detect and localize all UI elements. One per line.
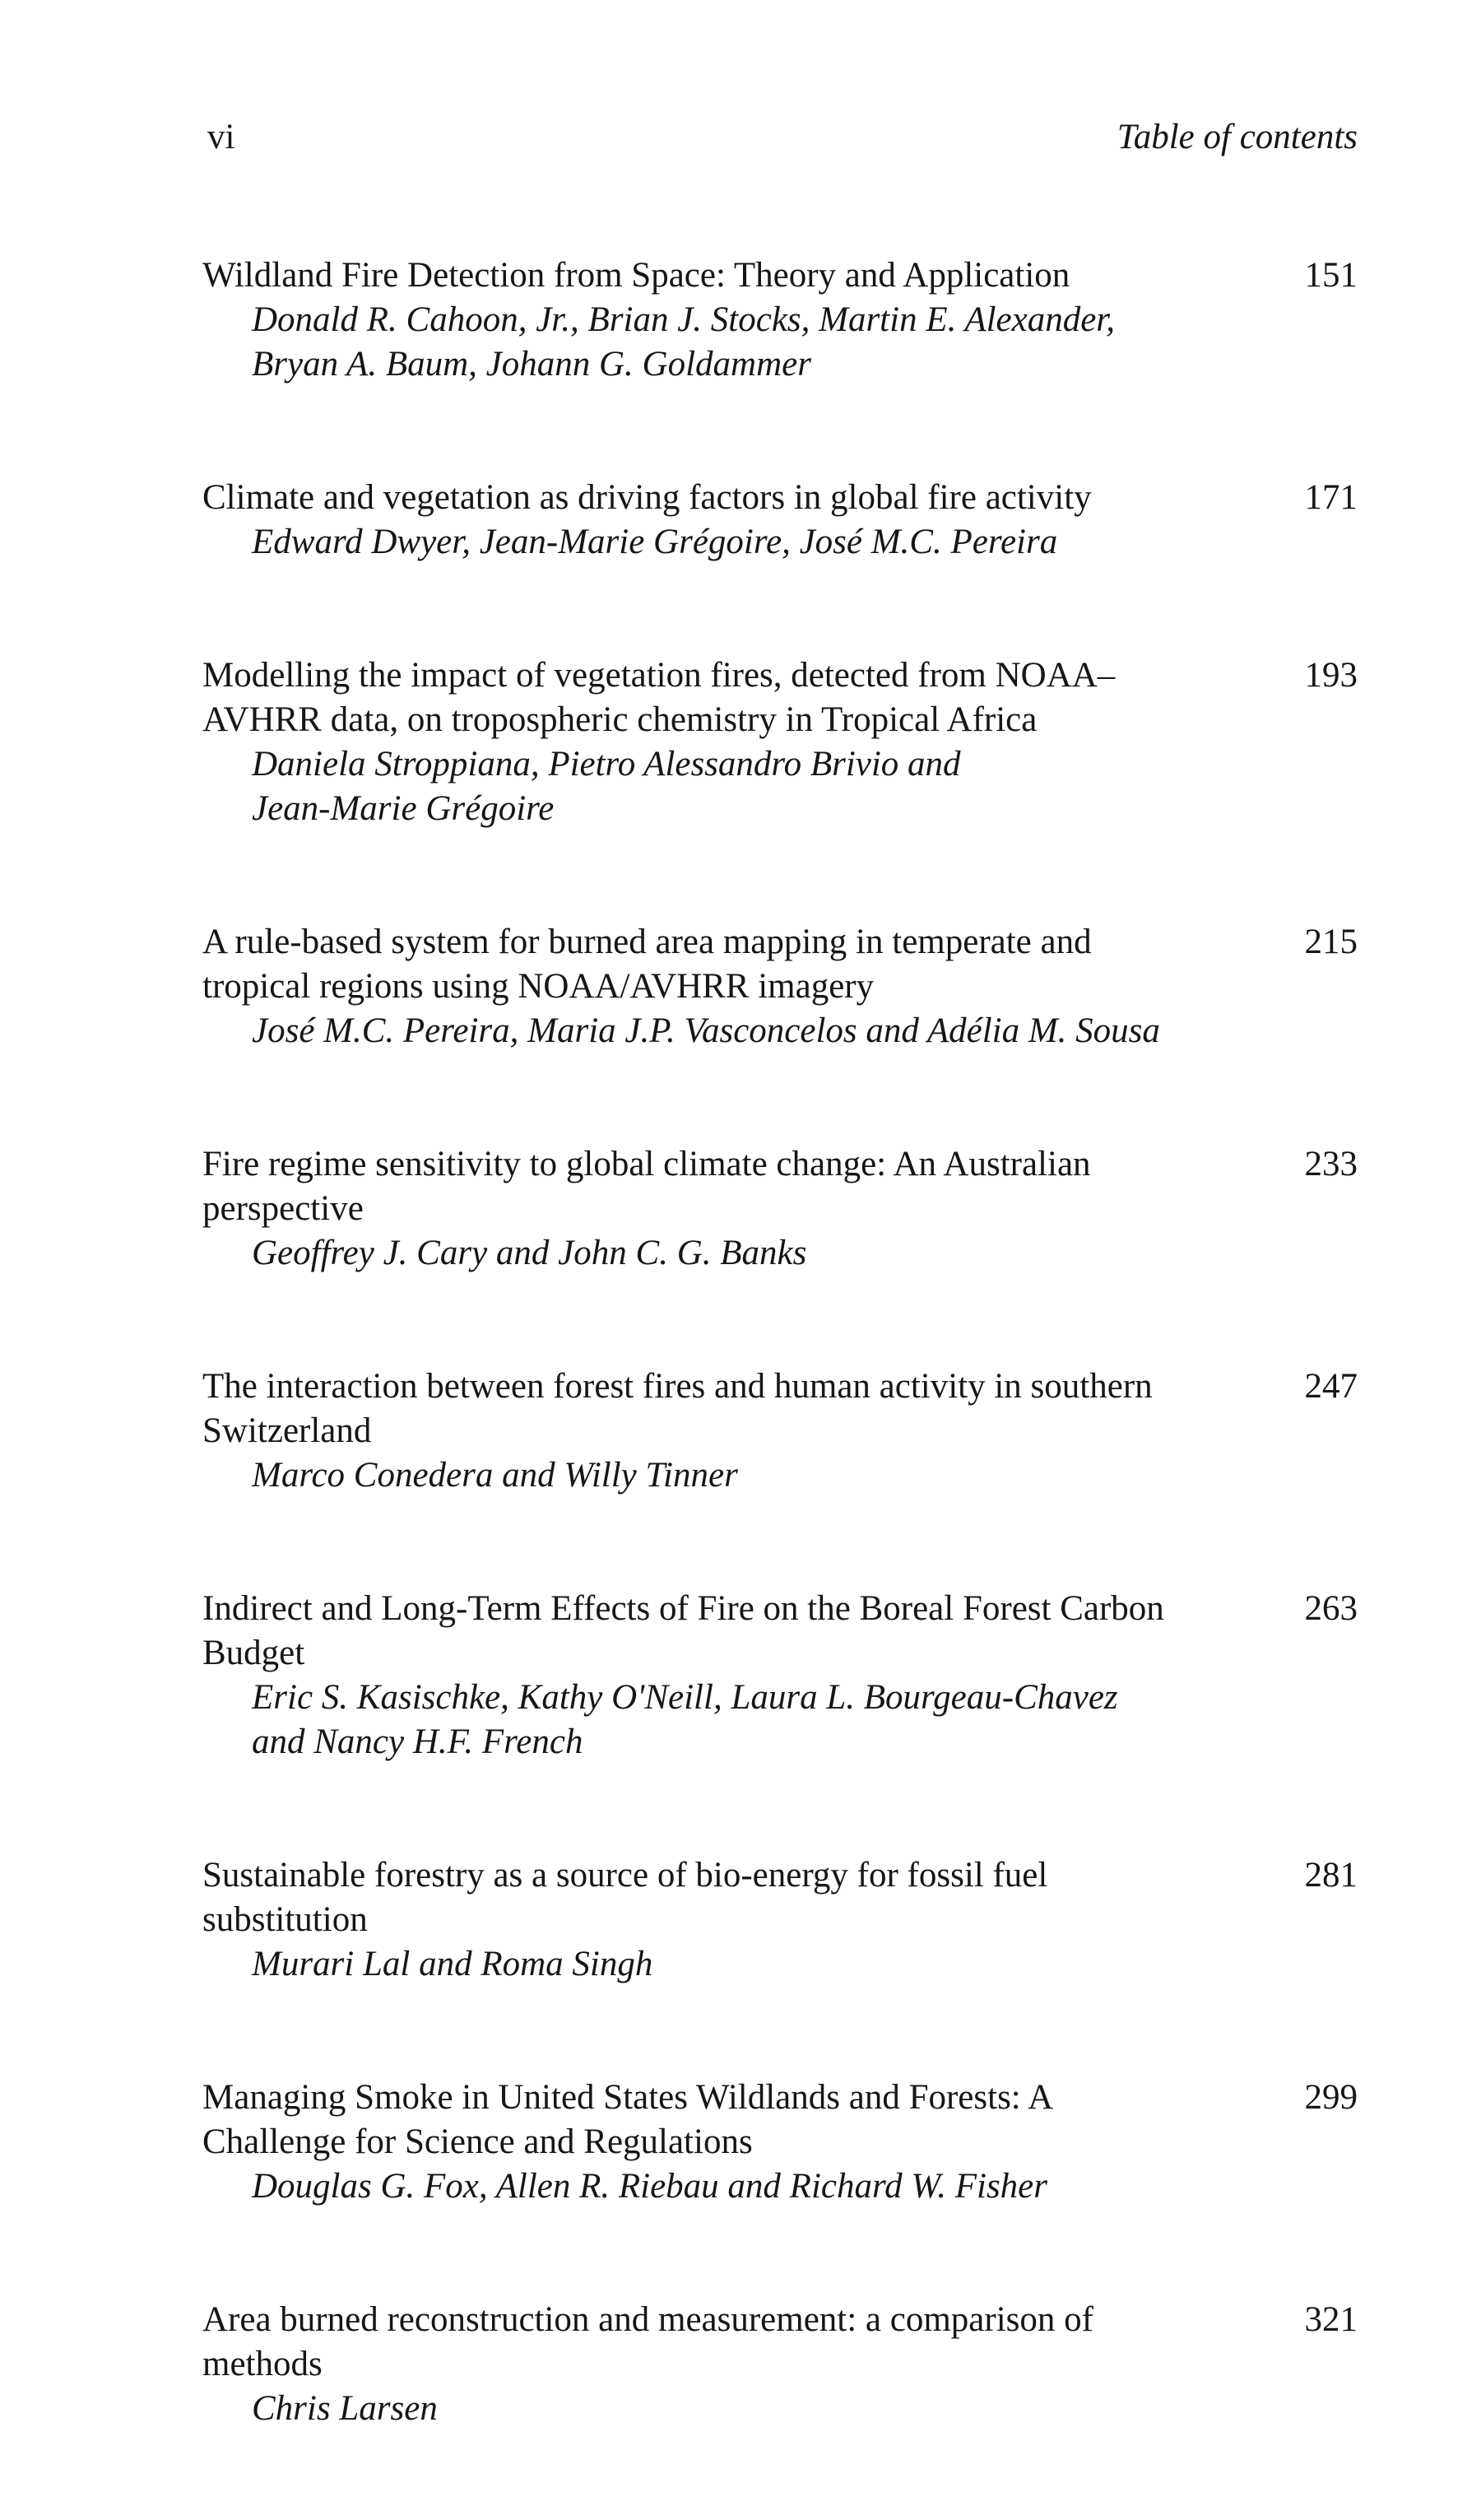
entry-authors	[202, 1231, 1358, 1276]
toc-entry[interactable]	[202, 2076, 1358, 2209]
entry-page-number: 299	[1304, 2078, 1358, 2117]
toc-entry[interactable]	[202, 476, 1358, 565]
toc-entry[interactable]	[202, 1853, 1358, 1987]
entry-page-number: 247	[1304, 1367, 1358, 1406]
entry-authors	[202, 1009, 1358, 1053]
toc-entry[interactable]	[202, 2298, 1358, 2431]
entry-title-line: The interaction between forest fires and human activity in southern	[202, 1367, 1153, 1406]
entry-authors	[202, 742, 1358, 831]
table-of-contents	[202, 253, 1358, 2520]
entry-title	[202, 2298, 1247, 2387]
toc-entry[interactable]	[202, 1587, 1358, 1764]
toc-entry[interactable]	[202, 920, 1358, 1053]
entry-title-line: Modelling the impact of vegetation fires, detected from NOAA–	[202, 656, 1116, 695]
entry-title	[202, 476, 1247, 520]
entry-author-line: Bryan A. Baum, Johann G. Goldammer	[252, 345, 811, 384]
entry-page-number: 171	[1304, 478, 1358, 517]
entry-author-line: Donald R. Cahoon, Jr., Brian J. Stocks, Martin E. Alexander,	[252, 300, 1116, 339]
entry-page-number: 215	[1304, 923, 1358, 961]
entry-page-number: 263	[1304, 1589, 1358, 1628]
entry-author-line: and Nancy H.F. French	[252, 1723, 583, 1761]
toc-entry[interactable]	[202, 1142, 1358, 1276]
entry-title-line: perspective	[202, 1189, 364, 1228]
entry-authors	[202, 520, 1358, 565]
entry-author-line: Chris Larsen	[252, 2389, 438, 2428]
entry-title-line: Area burned reconstruction and measurement: a comparison of	[202, 2300, 1093, 2339]
entry-title-line: Fire regime sensitivity to global climate change: An Australian	[202, 1145, 1091, 1183]
entry-title-line: Challenge for Science and Regulations	[202, 2122, 753, 2161]
entry-title	[202, 920, 1247, 1009]
entry-author-line: Edward Dwyer, Jean-Marie Grégoire, José M.C. Pereira	[252, 523, 1058, 561]
entry-title	[202, 1142, 1247, 1231]
entry-title-line: methods	[202, 2345, 323, 2383]
entry-author-line: Daniela Stroppiana, Pietro Alessandro Brivio and	[252, 745, 961, 783]
entry-title-line: Wildland Fire Detection from Space: Theory and Application	[202, 256, 1070, 295]
entry-authors	[202, 2164, 1358, 2209]
entry-title-line: A rule-based system for burned area mapping in temperate and	[202, 923, 1092, 961]
entry-title-line: tropical regions using NOAA/AVHRR imagery	[202, 967, 875, 1006]
entry-title-line: Switzerland	[202, 1411, 372, 1450]
running-head	[207, 117, 1358, 166]
entry-author-line: Geoffrey J. Cary and John C. G. Banks	[252, 1234, 807, 1272]
entry-authors	[202, 1676, 1358, 1764]
entry-author-line: Jean-Marie Grégoire	[252, 789, 555, 828]
entry-authors	[202, 2387, 1358, 2431]
entry-author-line: Murari Lal and Roma Singh	[252, 1945, 653, 1983]
entry-title-line: AVHRR data, on tropospheric chemistry in Tropical Africa	[202, 700, 1038, 739]
entry-title-line: Managing Smoke in United States Wildlands and Forests: A	[202, 2078, 1054, 2117]
toc-entry[interactable]	[202, 653, 1358, 831]
entry-title-line: Budget	[202, 1634, 305, 1672]
entry-title	[202, 253, 1247, 298]
page-number: vi	[207, 118, 235, 156]
entry-title-line: Sustainable forestry as a source of bio-energy for fossil fuel	[202, 1856, 1048, 1895]
entry-page-number: 193	[1304, 656, 1358, 695]
entry-author-line: Douglas G. Fox, Allen R. Riebau and Richard W. Fisher	[252, 2167, 1047, 2206]
entry-page-number: 281	[1304, 1856, 1358, 1895]
entry-authors	[202, 1942, 1358, 1987]
entry-authors	[202, 1453, 1358, 1498]
entry-page-number: 321	[1304, 2300, 1358, 2339]
entry-author-line: Eric S. Kasischke, Kathy O'Neill, Laura L. Bourgeau-Chavez	[252, 1678, 1118, 1717]
entry-title	[202, 1853, 1247, 1942]
entry-authors	[202, 298, 1358, 387]
entry-title-line: Climate and vegetation as driving factors in global fire activity	[202, 478, 1092, 517]
entry-title-line: Indirect and Long-Term Effects of Fire on the Boreal Forest Carbon	[202, 1589, 1164, 1628]
entry-title	[202, 2076, 1247, 2164]
entry-title	[202, 653, 1247, 742]
running-title: Table of contents	[1117, 118, 1358, 156]
toc-entry[interactable]	[202, 1365, 1358, 1498]
entry-author-line: José M.C. Pereira, Maria J.P. Vasconcelos and Adélia M. Sousa	[252, 1011, 1160, 1050]
entry-title	[202, 1365, 1247, 1453]
entry-page-number: 151	[1304, 256, 1358, 295]
toc-entry[interactable]	[202, 253, 1358, 387]
entry-title-line: substitution	[202, 1900, 368, 1939]
entry-author-line: Marco Conedera and Willy Tinner	[252, 1456, 738, 1495]
entry-page-number: 233	[1304, 1145, 1358, 1183]
entry-title	[202, 1587, 1247, 1676]
